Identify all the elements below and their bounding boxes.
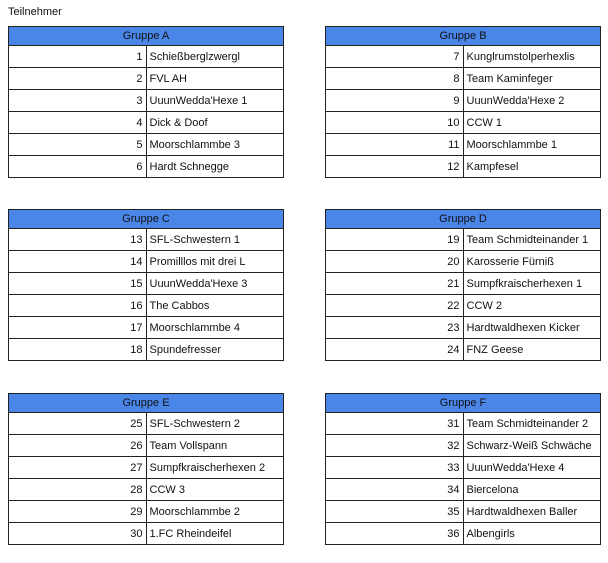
team-name: Moorschlammbe 3	[146, 134, 284, 156]
team-row	[9, 479, 284, 501]
team-row	[326, 46, 601, 68]
team-row	[326, 413, 601, 435]
team-row	[326, 501, 601, 523]
team-number: 20	[326, 251, 464, 273]
team-number: 29	[9, 501, 147, 523]
team-number: 35	[326, 501, 464, 523]
team-number: 11	[326, 134, 464, 156]
team-number: 24	[326, 339, 464, 361]
team-number: 30	[9, 523, 147, 545]
team-row	[9, 46, 284, 68]
team-name: Hardtwaldhexen Baller	[463, 501, 601, 523]
team-number: 15	[9, 273, 147, 295]
team-name: Team Vollspann	[146, 435, 284, 457]
team-number: 25	[9, 413, 147, 435]
group-table	[8, 393, 284, 545]
team-name: 1.FC Rheindeifel	[146, 523, 284, 545]
team-row	[326, 229, 601, 251]
team-name: Spundefresser	[146, 339, 284, 361]
team-number: 36	[326, 523, 464, 545]
group-table	[325, 209, 601, 361]
team-row	[9, 457, 284, 479]
team-number: 7	[326, 46, 464, 68]
team-number: 4	[9, 112, 147, 134]
team-row	[9, 413, 284, 435]
team-number: 19	[326, 229, 464, 251]
team-row	[9, 68, 284, 90]
team-row	[326, 68, 601, 90]
team-row	[326, 273, 601, 295]
team-row	[9, 295, 284, 317]
team-name: Moorschlammbe 2	[146, 501, 284, 523]
team-number: 31	[326, 413, 464, 435]
team-row	[9, 317, 284, 339]
team-number: 3	[9, 90, 147, 112]
team-name: Moorschlammbe 1	[463, 134, 601, 156]
team-number: 22	[326, 295, 464, 317]
team-row	[9, 90, 284, 112]
team-number: 2	[9, 68, 147, 90]
page-title: Teilnehmer	[8, 6, 62, 18]
team-row	[326, 112, 601, 134]
team-name: Kampfesel	[463, 156, 601, 178]
team-name: Sumpfkraischerhexen 2	[146, 457, 284, 479]
team-name: The Cabbos	[146, 295, 284, 317]
team-row	[9, 523, 284, 545]
team-name: Team Kaminfeger	[463, 68, 601, 90]
team-name: FNZ Geese	[463, 339, 601, 361]
team-number: 9	[326, 90, 464, 112]
group-table	[325, 393, 601, 545]
team-row	[9, 501, 284, 523]
team-number: 21	[326, 273, 464, 295]
group-header: Gruppe C	[9, 210, 284, 229]
team-number: 5	[9, 134, 147, 156]
team-name: FVL AH	[146, 68, 284, 90]
team-row	[326, 134, 601, 156]
team-number: 6	[9, 156, 147, 178]
team-name: SFL-Schwestern 1	[146, 229, 284, 251]
group-header: Gruppe F	[326, 394, 601, 413]
team-row	[9, 134, 284, 156]
team-name: CCW 3	[146, 479, 284, 501]
team-number: 1	[9, 46, 147, 68]
team-number: 18	[9, 339, 147, 361]
team-row	[326, 479, 601, 501]
team-row	[9, 251, 284, 273]
team-name: Promilllos mit drei L	[146, 251, 284, 273]
team-name: Schießberglzwergl	[146, 46, 284, 68]
team-row	[326, 457, 601, 479]
team-row	[9, 112, 284, 134]
team-number: 26	[9, 435, 147, 457]
team-number: 10	[326, 112, 464, 134]
team-row	[9, 229, 284, 251]
team-number: 17	[9, 317, 147, 339]
group-header: Gruppe D	[326, 210, 601, 229]
team-name: Albengirls	[463, 523, 601, 545]
team-number: 12	[326, 156, 464, 178]
team-number: 28	[9, 479, 147, 501]
team-name: Sumpfkraischerhexen 1	[463, 273, 601, 295]
team-name: Schwarz-Weiß Schwäche	[463, 435, 601, 457]
team-name: Team Schmidteinander 2	[463, 413, 601, 435]
team-name: SFL-Schwestern 2	[146, 413, 284, 435]
team-name: CCW 2	[463, 295, 601, 317]
team-row	[326, 295, 601, 317]
team-row	[326, 251, 601, 273]
team-name: Hardtwaldhexen Kicker	[463, 317, 601, 339]
team-number: 16	[9, 295, 147, 317]
team-number: 33	[326, 457, 464, 479]
team-row	[9, 273, 284, 295]
team-name: CCW 1	[463, 112, 601, 134]
team-name: UuunWedda'Hexe 1	[146, 90, 284, 112]
group-table	[8, 209, 284, 361]
team-name: Team Schmidteinander 1	[463, 229, 601, 251]
team-name: UuunWedda'Hexe 2	[463, 90, 601, 112]
team-row	[326, 317, 601, 339]
team-row	[326, 156, 601, 178]
team-row	[9, 435, 284, 457]
group-header: Gruppe E	[9, 394, 284, 413]
team-number: 27	[9, 457, 147, 479]
team-name: Moorschlammbe 4	[146, 317, 284, 339]
group-header: Gruppe A	[9, 27, 284, 46]
team-name: UuunWedda'Hexe 4	[463, 457, 601, 479]
team-row	[326, 523, 601, 545]
team-name: Hardt Schnegge	[146, 156, 284, 178]
team-row	[9, 339, 284, 361]
team-name: Dick & Doof	[146, 112, 284, 134]
team-number: 8	[326, 68, 464, 90]
team-row	[326, 90, 601, 112]
group-table	[8, 26, 284, 178]
team-number: 32	[326, 435, 464, 457]
team-name: Karosserie Fürniß	[463, 251, 601, 273]
team-name: Biercelona	[463, 479, 601, 501]
team-row	[326, 435, 601, 457]
team-number: 34	[326, 479, 464, 501]
team-name: UuunWedda'Hexe 3	[146, 273, 284, 295]
group-table	[325, 26, 601, 178]
team-number: 13	[9, 229, 147, 251]
team-row	[326, 339, 601, 361]
team-row	[9, 156, 284, 178]
team-number: 23	[326, 317, 464, 339]
team-name: Kunglrumstolperhexlis	[463, 46, 601, 68]
group-header: Gruppe B	[326, 27, 601, 46]
team-number: 14	[9, 251, 147, 273]
